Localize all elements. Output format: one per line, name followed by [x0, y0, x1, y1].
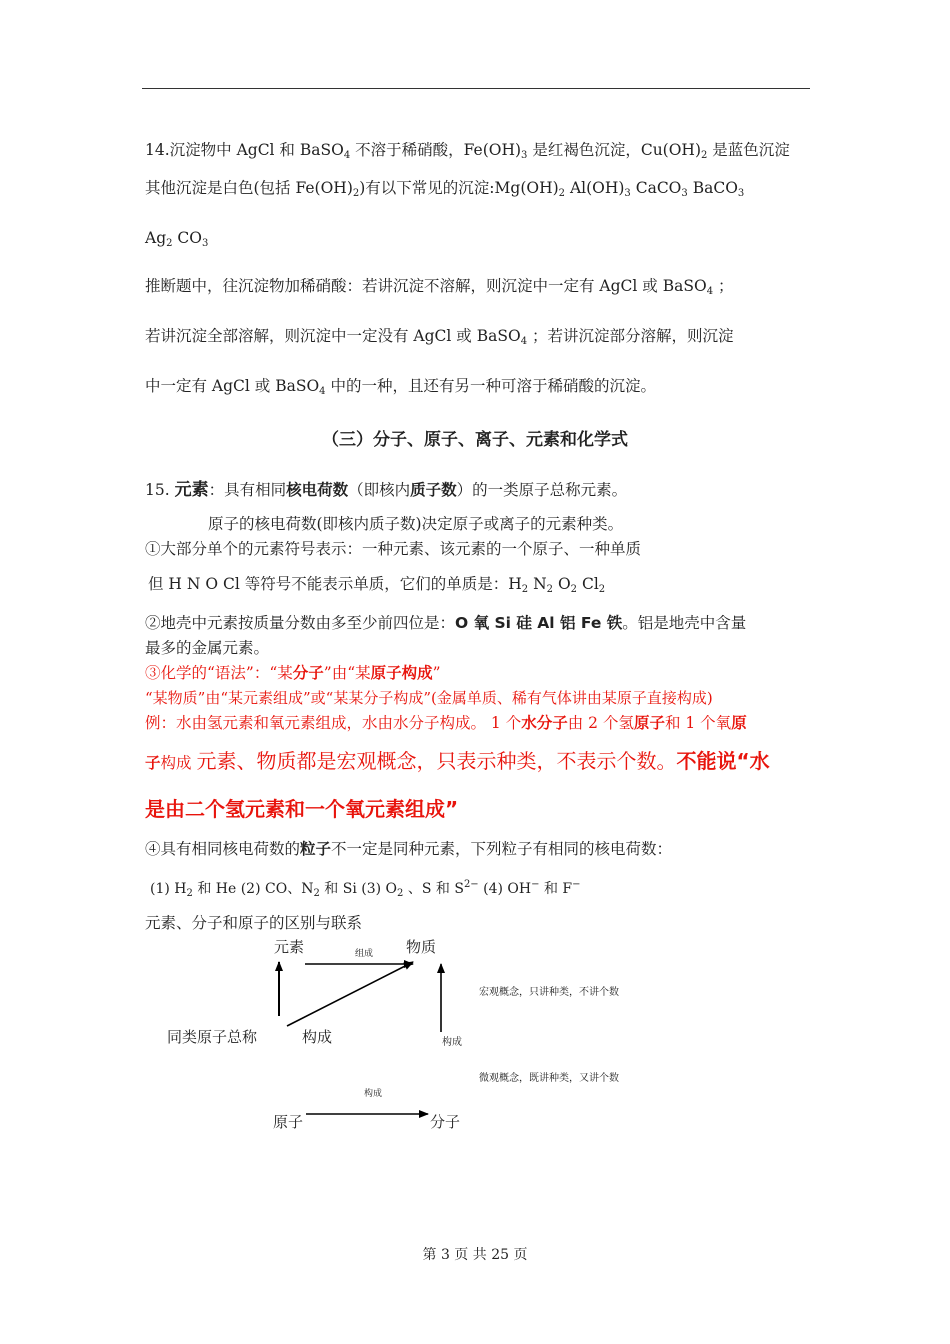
- item15-point3-line4: 子构成 元素、物质都是宏观概念，只表示种类，不表示个数。不能说“水: [145, 749, 770, 773]
- item15-point1: ①大部分单个的元素符号表示：一种元素、该元素的一个原子、一种单质: [145, 540, 642, 558]
- item14-line2: 其他沉淀是白色(包括 $Fe(OH)_2$)有以下常见的沉淀$:Mg(OH)_2$ $Al(OH)_3$ CaCO$_3$ BaCO$_3$: [145, 179, 745, 199]
- diagram-constitute: 构成: [302, 1028, 333, 1046]
- diagram-atom: 原子: [273, 1113, 304, 1131]
- item14-line6: 中一定有 AgCl 或 BaSO$_4$ 中的一种，且还有另一种可溶于稀硝酸的沉淀。: [145, 377, 656, 397]
- diagram-constitute-bottom: 构成: [364, 1089, 383, 1099]
- item14-line4: 推断题中，往沉淀物加稀硝酸：若讲沉淀不溶解，则沉淀中一定有 AgCl 或 BaSO$_4$ ；: [145, 277, 734, 297]
- item15-point3: ③化学的“语法”：“某分子”由“某原子构成”: [145, 664, 441, 682]
- relation-title: 元素、分子和原子的区别与联系: [145, 914, 363, 932]
- diagram-element: 元素: [274, 938, 305, 956]
- item14-line1: 14.沉淀物中 AgCl 和 BaSO$_4$ 不溶于稀硝酸，$Fe(OH)_3$ 是红褐色沉淀，$Cu(OH)_2$ 是蓝色沉淀: [145, 141, 790, 161]
- item15-point2: ②地壳中元素按质量分数由多至少前四位是：O 氧 Si 硅 Al 铝 Fe 铁。铝是地壳中含量: [145, 614, 747, 632]
- section-heading: （三）分子、原子、离子、元素和化学式: [322, 430, 628, 450]
- item15-point4-list: (1) $H_2$ 和 He (2) CO、$N_2$ 和 Si (3) $O_2$ 、S 和 $S^{2-}$ (4) OH− 和 F−: [150, 879, 581, 899]
- item15-definition: 15. 元素：具有相同核电荷数（即核内质子数）的一类原子总称元素。: [145, 480, 628, 500]
- item15-point1-line2: 但 H N O Cl 等符号不能表示单质，它们的单质是：$H_2$ $N_2$ $O_2$ $Cl_2$: [148, 575, 606, 595]
- page-footer: 第 3 页 共 25 页: [422, 1247, 528, 1263]
- diagram-micro-note: 微观概念，既讲种类，又讲个数: [479, 1073, 619, 1084]
- item15-point3-line5: 是由二个氢元素和一个氧元素组成”: [145, 797, 459, 821]
- item15-point3-line3: 例：水由氢元素和氧元素组成，水由水分子构成。 1 个水分子由 2 个氢原子和 1 个氧原: [145, 714, 747, 732]
- item15-point3-line2: “某物质”由“某元素组成”或“某某分子构成”(金属单质、稀有气体讲由某原子直接构成): [145, 689, 713, 707]
- item15-line2: 原子的核电荷数(即核内质子数)决定原子或离子的元素种类。: [208, 515, 624, 533]
- item15-point2-line2: 最多的金属元素。: [145, 639, 270, 657]
- item14-line5: 若讲沉淀全部溶解，则沉淀中一定没有 AgCl 或 BaSO$_4$ ；若讲沉淀部分溶解，则沉淀: [145, 327, 734, 347]
- arrow-constitute-to-substance: [287, 962, 413, 1026]
- diagram-compose-label: 组成: [355, 949, 374, 959]
- diagram-same-atoms: 同类原子总称: [167, 1028, 258, 1046]
- item15-point4: ④具有相同核电荷数的粒子不一定是同种元素，下列粒子有相同的核电荷数：: [145, 840, 673, 858]
- diagram-substance: 物质: [406, 938, 437, 956]
- diagram-constitute-right: 构成: [442, 1037, 462, 1048]
- diagram-molecule: 分子: [430, 1113, 461, 1131]
- diagram-macro-note: 宏观概念，只讲种类，不讲个数: [479, 987, 619, 998]
- item14-line3: $Ag_2$ $CO_3$: [145, 229, 209, 249]
